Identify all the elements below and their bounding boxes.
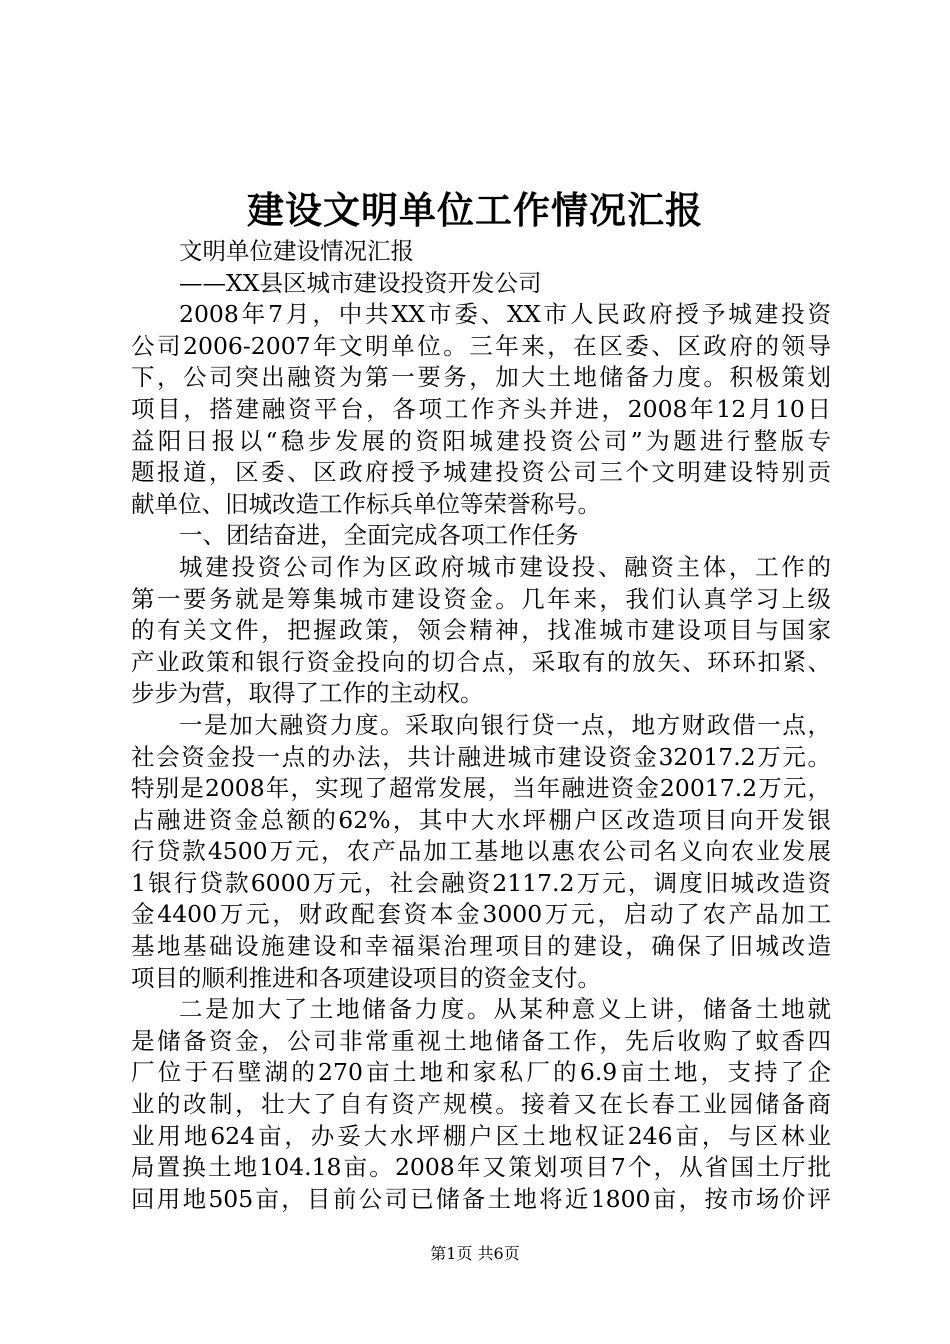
text-line: 项目，搭建融资平台，各项工作齐头并进，2008年12月10日 [131,394,831,423]
text-line: 献单位、旧城改造工作标兵单位等荣誉称号。 [131,489,601,518]
text-line: 城建投资公司作为区政府城市建设投、融资主体，工作的 [179,552,831,581]
document-body [131,236,831,1215]
text-line: 特别是2008年，实现了超常发展，当年融进资金20017.2万元， [131,774,831,803]
text-line: 业用地624亩，办妥大水坪棚户区土地权证246亩，与区林业 [131,1121,831,1150]
text-line: 1银行贷款6000万元，社会融资2117.2万元，调度旧城改造资 [131,868,831,897]
text-line: 基地基础设施建设和幸福渠治理项目的建设，确保了旧城改造 [131,932,831,961]
subtitle-company-line: ——XX县区城市建设投资开发公司 [179,268,542,297]
text-line: 一是加大融资力度。采取向银行贷一点，地方财政借一点， [179,710,831,739]
text-line: 步步为营，取得了工作的主动权。 [131,679,484,708]
text-line: 回用地505亩，目前公司已储备土地将近1800亩，按市场价评 [131,1184,831,1213]
text-line: 的有关文件，把握政策，领会精神，找准城市建设项目与国家 [131,616,831,645]
text-line: 项目的顺利推进和各项建设项目的资金支付。 [131,963,601,992]
text-line: 下，公司突出融资为第一要务，加大土地储备力度。积极策划 [131,363,831,392]
text-line: 厂位于石壁湖的270亩土地和家私厂的6.9亩土地，支持了企 [131,1058,831,1087]
text-line: 社会资金投一点的办法，共计融进城市建设资金32017.2万元。 [131,742,831,771]
text-line: 益阳日报以“稳步发展的资阳城建投资公司”为题进行整版专 [131,426,831,455]
text-line: 第一要务就是筹集城市建设资金。几年来，我们认真学习上级 [131,584,831,613]
text-line: 是储备资金，公司非常重视土地储备工作，先后收购了蚊香四 [131,1026,831,1055]
text-line: 题报道，区委、区政府授予城建投资公司三个文明建设特别贡 [131,458,831,487]
text-line: 公司2006-2007年文明单位。三年来，在区委、区政府的领导 [131,331,831,360]
text-line: 二是加大了土地储备力度。从某种意义上讲，储备土地就 [179,995,831,1024]
text-line: 2008年7月，中共XX市委、XX市人民政府授予城建投资 [179,300,831,329]
text-line: 行贷款4500万元，农产品加工基地以惠农公司名义向农业发展 [131,837,831,866]
page-footer: 第1页 共6页 [430,1244,520,1263]
subtitle-line: 文明单位建设情况汇报 [179,237,414,265]
text-line: 占融进资金总额的62%，其中大水坪棚户区改造项目向开发银 [131,805,831,834]
text-line: 产业政策和银行资金投向的切合点，采取有的放矢、环环扣紧、 [131,647,831,676]
text-line: 业的改制，壮大了自有资产规模。接着又在长春工业园储备商 [131,1090,831,1119]
section-heading: 一、团结奋进，全面完成各项工作任务 [179,521,579,550]
document-title: 建设文明单位工作情况汇报 [247,188,703,232]
text-line: 金4400万元，财政配套资本金3000万元，启动了农产品加工 [131,900,831,929]
text-line: 局置换土地104.18亩。2008年又策划项目7个，从省国土厅批 [131,1153,831,1182]
